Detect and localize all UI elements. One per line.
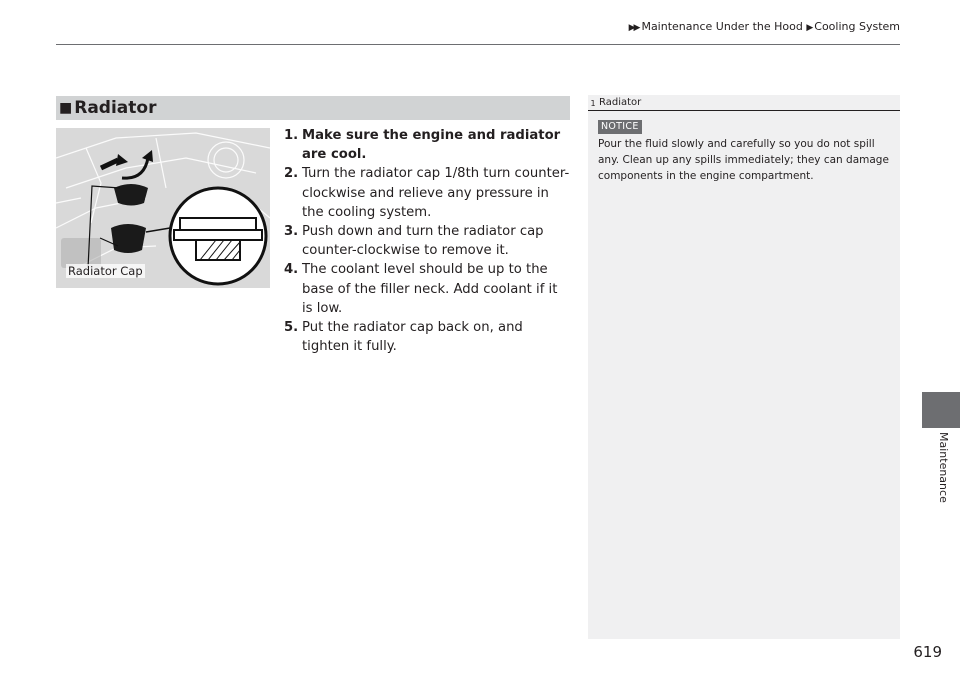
step-item [284,318,570,356]
step-number: 5. [284,320,299,336]
section-heading [56,96,570,120]
step-item [284,260,570,318]
step-number: 2. [284,166,299,182]
figure-label: Radiator Cap [68,264,143,278]
side-note-panel [588,95,900,639]
step-item [284,164,570,222]
note-heading [588,95,900,111]
reference-marker: 1 [590,99,596,108]
step-number: 1. [284,128,299,143]
section-title: Radiator [74,98,157,118]
arrow-icon: ▶ [806,23,812,33]
page-number: 619 [913,643,942,661]
breadcrumb-item[interactable]: Maintenance Under the Hood [641,20,803,33]
step-text: Make sure the engine and radiator are cool. [302,128,561,163]
step-number: 3. [284,224,299,240]
step-number: 4. [284,262,299,278]
step-text: Turn the radiator cap 1/8th turn counter-clockwise and relieve any pressure in the cooling system. [302,166,570,220]
double-arrow-icon: ▶▶ [628,23,639,33]
breadcrumb-item-current[interactable]: Cooling System [814,20,900,33]
note-title: Radiator [599,97,642,108]
header-divider [56,44,900,45]
procedure-steps [284,126,570,356]
step-item [284,126,570,164]
step-item [284,222,570,260]
step-text: Push down and turn the radiator cap counter-clockwise to remove it. [302,224,544,259]
notice-badge: NOTICE [598,120,642,134]
step-text: Put the radiator cap back on, and tighten it fully. [302,320,523,355]
note-text: Pour the fluid slowly and carefully so you do not spill any. Clean up any spills immediately; they can damage components in the engine compartment. [598,138,889,182]
side-tab-label: Maintenance [937,432,950,503]
step-text: The coolant level should be up to the base of the filler neck. Add coolant if it is low. [302,262,558,316]
side-tab-marker[interactable] [922,392,960,428]
breadcrumb [629,20,900,33]
square-bullet-icon: ■ [59,100,73,116]
radiator-cap-illustration [56,128,270,288]
